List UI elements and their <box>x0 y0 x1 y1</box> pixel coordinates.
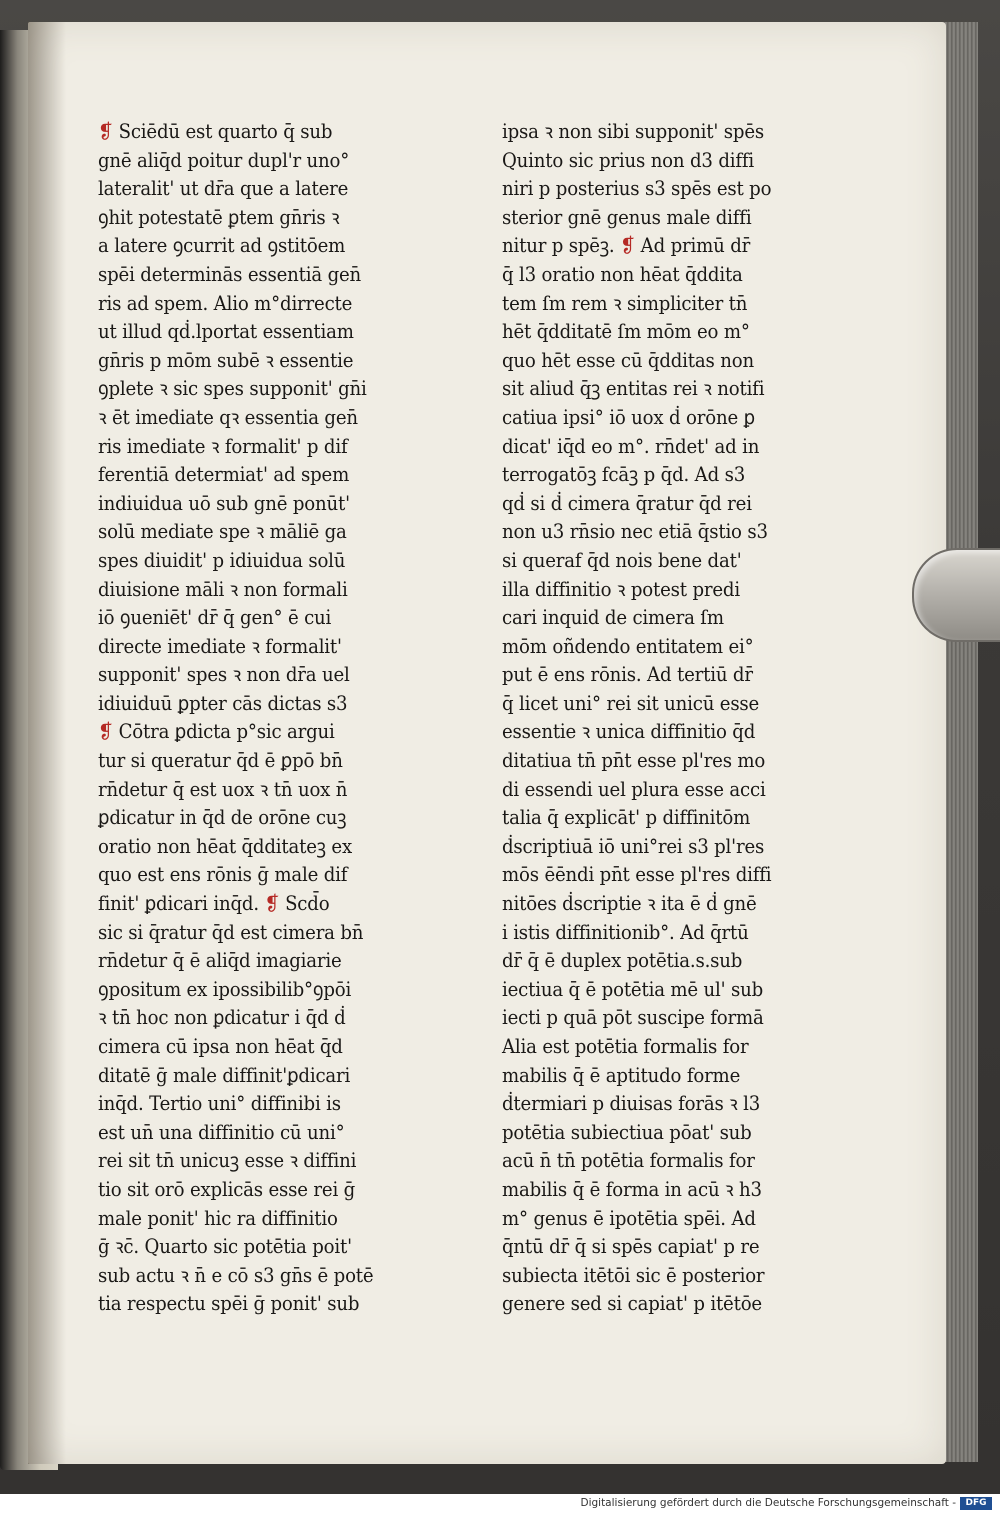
text-line: mōs ēēndi pn̄t esse pl'res diffi <box>502 863 772 887</box>
text-line: ꝛ ēt imediate qꝛ essentia gen̄ <box>98 405 358 429</box>
text-line: non u3 rn̄sio nec etiā q̄stio s3 <box>502 520 768 544</box>
text-line: nitur p spēꝫ. ❡ Ad primū dr̄ <box>502 234 751 258</box>
text-line: cimera cū ipsa non hēat q̄d <box>98 1035 343 1058</box>
text-line: q̄ntū dr̄ q̄ si spēs capiat' p re <box>502 1235 760 1259</box>
text-line: ut illud qḋ.lportat essentiam <box>98 320 354 344</box>
text-line: ꝛ tn̄ hoc non ꝑdicatur i q̄d ḋ <box>98 1006 346 1030</box>
text-line: ḋscriptiuā iō uni°rei s3 pl'res <box>502 834 765 858</box>
text-line: potētia subiectiua pōat' sub <box>502 1120 752 1144</box>
text-line: inq̄d. Tertio uni° diffinibi is <box>98 1092 341 1116</box>
dfg-logo: DFG <box>960 1497 992 1510</box>
left-text-column <box>98 118 373 1319</box>
text-line: ꝯplete ꝛ sic spes supponit' gn̄i <box>98 377 367 401</box>
text-line: rn̄detur q̄ ē aliq̄d imagiarie <box>98 949 342 973</box>
text-line: subiecta itētōi sic ē posterior <box>502 1263 765 1287</box>
text-line: genere sed si capiat' p itētōe <box>502 1292 762 1316</box>
text-line: dr̄ q̄ ē duplex potētia.s.sub <box>502 949 743 973</box>
text-line: ꝯpositum ex ipossibilib°ꝯpōi <box>98 977 352 1001</box>
text-line: ditatiua tn̄ pn̄t esse pl'res mo <box>502 749 766 773</box>
gutter-shadow <box>28 22 66 1464</box>
text-line: ❡ Sciēdū est quarto q̄ sub <box>98 120 333 143</box>
book-clasp <box>912 548 1000 642</box>
text-line: nitōes ḋscriptie ꝛ ita ē ḋ gnē <box>502 892 757 916</box>
text-line: iecti p quā pōt suscipe formā <box>502 1006 764 1030</box>
text-line: put ē ens rōnis. Ad tertiū dr̄ <box>502 663 753 687</box>
text-line: acū n̄ tn̄ potētia formalis for <box>502 1149 755 1173</box>
text-line: lateralit' ut dr̄a que a latere <box>98 177 349 201</box>
text-line: ḡ ꝛc̄. Quarto sic potētia poit' <box>98 1235 352 1259</box>
text-line: iectiua q̄ ē potētia mē ul' sub <box>502 977 764 1001</box>
text-line: mabilis q̄ ē forma in acū ꝛ h3 <box>502 1177 762 1201</box>
text-line: directe imediate ꝛ formalit' <box>98 634 342 658</box>
text-line: catiua ipsi° iō uox ḋ orōne ꝑ <box>502 405 755 429</box>
text-line: ipsa ꝛ non sibi supponit' spēs <box>502 120 764 143</box>
text-line: est un̄ una diffinitio cū uni° <box>98 1120 345 1144</box>
text-line: sit aliud q̄ꝫ entitas rei ꝛ notifi <box>502 377 765 401</box>
text-line: q̄ l3 oratio non hēat q̄ddita <box>502 262 743 286</box>
text-line: tur si queratur q̄d ē ꝑpō bn̄ <box>98 749 343 773</box>
text-line: indiuidua uō sub gnē ponūt' <box>98 491 350 515</box>
text-line: di essendi uel plura esse acci <box>502 777 766 801</box>
text-line: tem ſm rem ꝛ simpliciter tn̄ <box>502 291 748 315</box>
text-line: ris ad spem. Alio m°dirrecte <box>98 291 353 315</box>
text-line: Alia est potētia formalis for <box>502 1035 749 1058</box>
text-line: gn̄ris p mōm subē ꝛ essentie <box>98 348 354 372</box>
text-line: iō ꝯueniēt' dr̄ q̄ gen° ē cui <box>98 606 332 630</box>
text-line: i istis diffinitionib°. Ad q̄rtū <box>502 920 749 944</box>
text-line: q̄ licet uni° rei sit unicū esse <box>502 691 760 715</box>
text-line: a latere ꝯcurrit ad ꝯstitōem <box>98 234 346 258</box>
text-line: ris imediate ꝛ formalit' p dif <box>98 434 348 458</box>
text-line: solū mediate spe ꝛ māliē ga <box>98 520 347 544</box>
text-line: qḋ si ḋ cimera q̄ratur q̄d rei <box>502 491 752 515</box>
text-line: sterior gnē genus male diffi <box>502 205 752 229</box>
text-line: Quinto sic prius non d3 diffi <box>502 148 755 172</box>
text-line: mabilis q̄ ē aptitudo forme <box>502 1063 741 1087</box>
text-line: quo hēt esse cū q̄dditas non <box>502 348 754 372</box>
text-line: gnē aliq̄d poitur dupl'r uno° <box>98 148 350 172</box>
text-line: sic si q̄ratur q̄d est cimera bn̄ <box>98 920 364 944</box>
text-line: idiuiduū ꝑpter cās dictas s3 <box>98 691 348 715</box>
right-text-column <box>502 118 771 1319</box>
text-line: terrogatōꝫ fcāꝫ p q̄d. Ad s3 <box>502 463 746 487</box>
text-line: ferentiā determiat' ad spem <box>98 463 350 487</box>
text-line: male ponit' hic ra diffinitio <box>98 1206 338 1230</box>
text-line: ditatē ḡ male diffinit'ꝑdicari <box>98 1063 351 1087</box>
text-line: illa diffinitio ꝛ potest predi <box>502 577 740 601</box>
text-line: ❡ Cōtra ꝑdicta p°sic argui <box>98 720 335 744</box>
text-line: supponit' spes ꝛ non dr̄a uel <box>98 663 350 687</box>
footer-credit: Digitalisierung gefördert durch die Deutsche Forschungsgemeinschaft - <box>580 1497 956 1509</box>
text-line: rn̄detur q̄ est uox ꝛ tn̄ uox n̄ <box>98 777 348 801</box>
text-line: essentie ꝛ unica diffinitio q̄d <box>502 720 756 744</box>
text-line: cari inquid de cimera ſm <box>502 606 724 630</box>
text-line: mōm oñdendo entitatem ei° <box>502 634 754 658</box>
text-line: diuisione māli ꝛ non formali <box>98 577 348 601</box>
text-line: niri p posterius s3 spēs est po <box>502 177 772 201</box>
text-line: m° genus ē ipotētia spēi. Ad <box>502 1206 756 1230</box>
text-line: quo est ens rōnis ḡ male dif <box>98 863 348 887</box>
text-line: tio sit orō explicās esse rei ḡ <box>98 1177 356 1201</box>
text-line: hēt q̄dditatē ſm mōm eo m° <box>502 320 750 344</box>
text-line: ꝯhit potestatē ꝑtem gn̄ris ꝛ <box>98 205 340 229</box>
text-line: tia respectu spēi ḡ ponit' sub <box>98 1292 360 1316</box>
text-line: ꝑdicatur in q̄d de orōne cuꝫ <box>98 806 347 830</box>
text-line: si queraf q̄d nois bene dat' <box>502 548 742 572</box>
text-line: spes diuidit' p idiuidua solū <box>98 548 346 572</box>
text-line: ḋtermiari p diuisas forās ꝛ l3 <box>502 1092 761 1116</box>
text-line: rei sit tn̄ unicuꝫ esse ꝛ diffini <box>98 1149 357 1173</box>
text-line: talia q̄ explicāt' p diffinitōm <box>502 806 751 830</box>
text-line: sub actu ꝛ n̄ e cō s3 gn̄s ē potē <box>98 1263 374 1287</box>
text-line: spēi determinās essentiā gen̄ <box>98 262 362 286</box>
text-line: finit' ꝑdicari inq̄d. ❡ Scd̄o <box>98 892 330 916</box>
text-line: oratio non hēat q̄dditateꝫ ex <box>98 834 353 858</box>
text-line: dicat' iq̄d eo m°. rn̄det' ad in <box>502 434 760 458</box>
